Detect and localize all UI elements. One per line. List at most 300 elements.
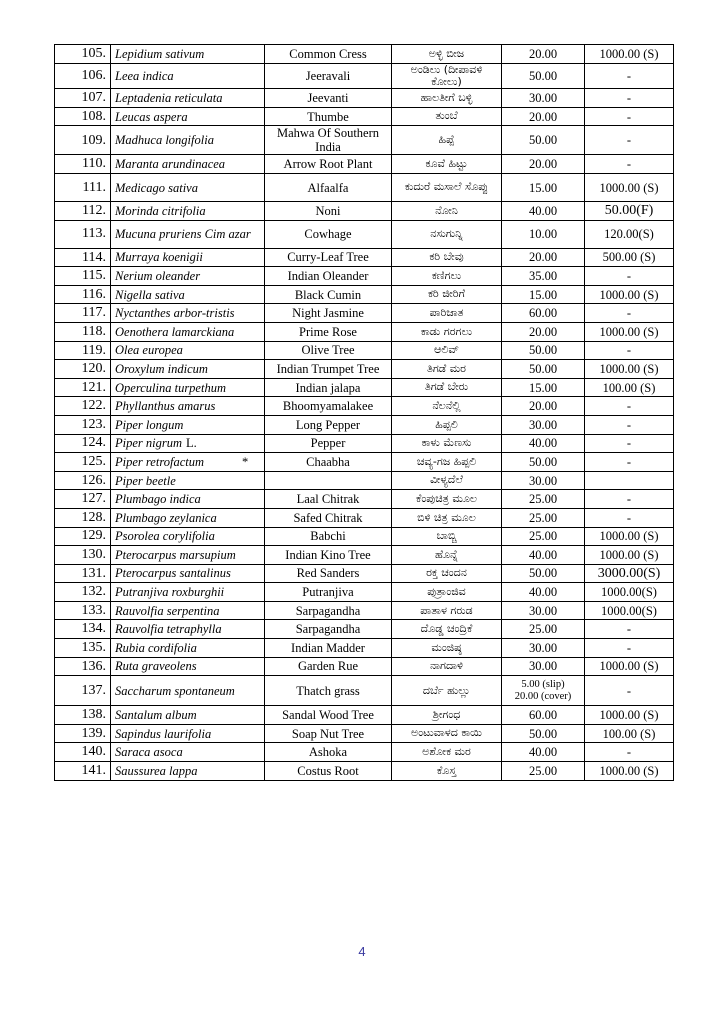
serial-number-cell: 140. xyxy=(55,743,111,762)
common-name-cell: Indian Trumpet Tree xyxy=(265,360,392,379)
common-name-cell: Indian Madder xyxy=(265,639,392,658)
price-value: 20.00 xyxy=(528,46,558,61)
price-value: 40.00 xyxy=(528,547,558,562)
kannada-name-cell: ನಾಗದಾಳಿ xyxy=(392,657,502,676)
common-name-cell: Mahwa Of Southern India xyxy=(265,126,392,155)
common-name-cell: Costus Root xyxy=(265,762,392,781)
price-cell xyxy=(502,397,585,416)
price-value: 50.00 xyxy=(528,566,558,581)
common-name-cell: Soap Nut Tree xyxy=(265,724,392,743)
scientific-name-cell xyxy=(111,743,265,762)
price-cell xyxy=(502,471,585,490)
serial-number-cell: 131. xyxy=(55,564,111,583)
common-name-cell: Jeeravali xyxy=(265,63,392,89)
price-value: 20.00 xyxy=(528,399,558,414)
table-row xyxy=(55,107,674,126)
serial-number-cell: 109. xyxy=(55,126,111,155)
price-value-secondary: 20.00 (cover) xyxy=(514,690,572,702)
kannada-name-cell: ನೋನಿ xyxy=(392,202,502,221)
plant-price-table xyxy=(54,44,674,781)
kannada-name-cell: ರಕ್ತ ಚಂದನ xyxy=(392,564,502,583)
table-row xyxy=(55,220,674,248)
scientific-name: Piper beetle xyxy=(115,473,176,488)
serial-number-cell: 124. xyxy=(55,434,111,453)
kannada-name-cell: ಆಲಿವ್ xyxy=(392,341,502,360)
price-cell xyxy=(502,267,585,286)
table-row xyxy=(55,45,674,64)
table-row xyxy=(55,126,674,155)
table-row xyxy=(55,174,674,202)
serial-number-cell: 113. xyxy=(55,220,111,248)
table-row xyxy=(55,63,674,89)
kannada-name-cell: ಚವ್ಯ-ಗಜ ಹಿಪ್ಪಲಿ xyxy=(392,453,502,472)
scientific-name: Rubia cordifolia xyxy=(115,640,197,655)
table-row xyxy=(55,248,674,267)
scientific-name-cell xyxy=(111,490,265,509)
scientific-name-cell xyxy=(111,360,265,379)
kannada-name-cell: ಕರಿ ಬೇವು xyxy=(392,248,502,267)
serial-number-cell: 132. xyxy=(55,583,111,602)
scientific-name-cell xyxy=(111,285,265,304)
serial-number-cell: 112. xyxy=(55,202,111,221)
table-row xyxy=(55,546,674,565)
price-value: 30.00 xyxy=(528,91,558,106)
scientific-name: Piper nigrum xyxy=(115,436,183,451)
serial-number-cell: 139. xyxy=(55,724,111,743)
table-row xyxy=(55,202,674,221)
serial-number-cell: 111. xyxy=(55,174,111,202)
common-name-cell: Noni xyxy=(265,202,392,221)
table-row xyxy=(55,676,674,706)
price-cell xyxy=(502,107,585,126)
scientific-name-cell xyxy=(111,107,265,126)
price-value: 15.00 xyxy=(528,180,558,195)
scientific-name: Sapindus laurifolia xyxy=(115,726,212,741)
price-value: 50.00 xyxy=(528,68,558,83)
price-cell xyxy=(502,126,585,155)
table-row xyxy=(55,360,674,379)
serial-number-cell: 141. xyxy=(55,762,111,781)
common-name-cell: Garden Rue xyxy=(265,657,392,676)
price-value: 30.00 xyxy=(528,659,558,674)
scientific-name: Pterocarpus santalinus xyxy=(115,566,231,581)
serial-number-cell: 130. xyxy=(55,546,111,565)
table-row xyxy=(55,583,674,602)
serial-number-cell: 119. xyxy=(55,341,111,360)
serial-number-cell: 117. xyxy=(55,304,111,323)
common-name-cell: Thumbe xyxy=(265,107,392,126)
price-value: 30.00 xyxy=(528,417,558,432)
scientific-name-cell xyxy=(111,564,265,583)
seed-rate-cell: - xyxy=(585,434,674,453)
common-name-cell: Long Pepper xyxy=(265,415,392,434)
scientific-name: Leucas aspera xyxy=(115,109,188,124)
kannada-name-cell: ಬಾಬ್ಚಿ xyxy=(392,527,502,546)
page-number: 4 xyxy=(358,944,366,959)
price-value: 60.00 xyxy=(528,306,558,321)
common-name-cell: Sarpagandha xyxy=(265,620,392,639)
serial-number-cell: 123. xyxy=(55,415,111,434)
scientific-name: Piper retrofactum xyxy=(115,454,204,469)
table-row xyxy=(55,155,674,174)
table-row xyxy=(55,285,674,304)
scientific-name-cell xyxy=(111,89,265,108)
serial-number-cell: 126. xyxy=(55,471,111,490)
price-cell xyxy=(502,527,585,546)
common-name-cell: Jeevanti xyxy=(265,89,392,108)
common-name-cell xyxy=(265,471,392,490)
seed-rate-cell: 1000.00(S) xyxy=(585,583,674,602)
scientific-name: Mucuna pruriens Cim azar xyxy=(115,227,251,242)
seed-rate-cell: 500.00 (S) xyxy=(585,248,674,267)
serial-number-cell: 121. xyxy=(55,378,111,397)
table-row xyxy=(55,471,674,490)
price-cell xyxy=(502,360,585,379)
table-row xyxy=(55,415,674,434)
common-name-cell: Red Sanders xyxy=(265,564,392,583)
serial-number-cell: 105. xyxy=(55,45,111,64)
scientific-name-cell xyxy=(111,304,265,323)
price-value: 60.00 xyxy=(528,708,558,723)
scientific-name: Maranta arundinacea xyxy=(115,157,226,172)
price-cell xyxy=(502,676,585,706)
kannada-name-cell: ಹಿಪ್ಪೆ xyxy=(392,126,502,155)
seed-rate-cell: - xyxy=(585,508,674,527)
price-cell xyxy=(502,453,585,472)
scientific-name-cell xyxy=(111,724,265,743)
scientific-name: Plumbago zeylanica xyxy=(115,510,217,525)
common-name-cell: Common Cress xyxy=(265,45,392,64)
common-name-cell: Putranjiva xyxy=(265,583,392,602)
serial-number-cell: 134. xyxy=(55,620,111,639)
table-row xyxy=(55,490,674,509)
seed-rate-cell: 1000.00 (S) xyxy=(585,174,674,202)
price-cell xyxy=(502,657,585,676)
kannada-name-cell: ತಿಗಡೆ ಬೇರು xyxy=(392,378,502,397)
scientific-name: Rauvolfia tetraphylla xyxy=(115,622,222,637)
kannada-name-cell: ದರ್ಬೆ ಹುಲ್ಲು xyxy=(392,676,502,706)
table-row xyxy=(55,434,674,453)
price-value: 25.00 xyxy=(528,510,558,525)
serial-number-cell: 138. xyxy=(55,706,111,725)
seed-rate-cell: - xyxy=(585,107,674,126)
common-name-cell: Ashoka xyxy=(265,743,392,762)
scientific-name: Nerium oleander xyxy=(115,268,201,283)
seed-rate-cell: - xyxy=(585,126,674,155)
scientific-name: Nyctanthes arbor-tristis xyxy=(115,306,235,321)
price-cell xyxy=(502,304,585,323)
seed-rate-cell: 1000.00 (S) xyxy=(585,322,674,341)
kannada-name-cell: ಪುತ್ರಾಂಜಿವ xyxy=(392,583,502,602)
kannada-name-cell: ಅಶೋಕ ಮರ xyxy=(392,743,502,762)
seed-rate-cell: 3000.00(S) xyxy=(585,564,674,583)
scientific-name: Lepidium sativum xyxy=(115,46,205,61)
common-name-cell: Indian Oleander xyxy=(265,267,392,286)
price-cell xyxy=(502,490,585,509)
serial-number-cell: 118. xyxy=(55,322,111,341)
price-value: 50.00 xyxy=(528,133,558,148)
scientific-name-cell xyxy=(111,546,265,565)
scientific-name: Piper longum xyxy=(115,417,184,432)
scientific-name-cell xyxy=(111,620,265,639)
price-cell xyxy=(502,285,585,304)
scientific-name-cell xyxy=(111,248,265,267)
price-cell xyxy=(502,341,585,360)
scientific-name: Medicago sativa xyxy=(115,180,198,195)
kannada-name-cell: ತುಂಬೆ xyxy=(392,107,502,126)
serial-number-cell: 125. xyxy=(55,453,111,472)
price-value: 5.00 (slip) xyxy=(521,679,565,691)
scientific-name: Morinda citrifolia xyxy=(115,203,206,218)
common-name-cell: Olive Tree xyxy=(265,341,392,360)
serial-number-cell: 136. xyxy=(55,657,111,676)
table-row xyxy=(55,89,674,108)
serial-number-cell: 133. xyxy=(55,601,111,620)
price-cell xyxy=(502,508,585,527)
price-value: 30.00 xyxy=(528,603,558,618)
serial-number-cell: 128. xyxy=(55,508,111,527)
price-value: 50.00 xyxy=(528,454,558,469)
scientific-name: Leea indica xyxy=(115,68,174,83)
scientific-name-suffix: * xyxy=(242,454,249,469)
kannada-name-cell: ಕಣಿಗಲು xyxy=(392,267,502,286)
scientific-name: Madhuca longifolia xyxy=(115,133,214,148)
kannada-name-cell: ನಸುಗುನ್ನಿ xyxy=(392,220,502,248)
table-row xyxy=(55,724,674,743)
common-name-cell: Black Cumin xyxy=(265,285,392,304)
seed-rate-cell: 1000.00 (S) xyxy=(585,45,674,64)
price-cell xyxy=(502,155,585,174)
kannada-name-cell: ಹಾಲತೀಗೆ ಬಳ್ಳಿ xyxy=(392,89,502,108)
seed-rate-cell: 100.00 (S) xyxy=(585,724,674,743)
serial-number-cell: 120. xyxy=(55,360,111,379)
kannada-name-cell: ಅಳ್ಳಿ ಬೀಜ xyxy=(392,45,502,64)
kannada-name-cell: ಕೊಸ್ತ xyxy=(392,762,502,781)
seed-rate-cell: - xyxy=(585,490,674,509)
kannada-name-cell: ಬಿಳಿ ಚಿತ್ರ ಮೂಲ xyxy=(392,508,502,527)
table-row xyxy=(55,657,674,676)
seed-rate-cell: 1000.00(S) xyxy=(585,601,674,620)
scientific-name-cell xyxy=(111,471,265,490)
price-value: 20.00 xyxy=(528,157,558,172)
price-cell xyxy=(502,174,585,202)
kannada-name-cell: ಕುದುರೆ ಮಸಾಲೆ ಸೊಪ್ಪು xyxy=(392,174,502,202)
scientific-name: Psorolea corylifolia xyxy=(115,529,215,544)
scientific-name-suffix: L. xyxy=(186,436,197,451)
scientific-name: Oroxylum indicum xyxy=(115,361,208,376)
price-value: 25.00 xyxy=(528,492,558,507)
price-value: 15.00 xyxy=(528,287,558,302)
seed-rate-cell: - xyxy=(585,743,674,762)
scientific-name-cell xyxy=(111,706,265,725)
seed-rate-cell: 1000.00 (S) xyxy=(585,546,674,565)
seed-rate-cell xyxy=(585,471,674,490)
kannada-name-cell: ಹೊನ್ನೆ xyxy=(392,546,502,565)
price-cell xyxy=(502,202,585,221)
seed-rate-cell: - xyxy=(585,155,674,174)
price-value: 30.00 xyxy=(528,473,558,488)
scientific-name: Pterocarpus marsupium xyxy=(115,547,236,562)
scientific-name: Nigella sativa xyxy=(115,287,185,302)
kannada-name-cell: ಅಂಟುವಾಳದ ಕಾಯಿ xyxy=(392,724,502,743)
seed-rate-cell: 1000.00 (S) xyxy=(585,527,674,546)
kannada-name-cell: ಕರಿ ಜೀರಿಗೆ xyxy=(392,285,502,304)
seed-rate-cell: 1000.00 (S) xyxy=(585,285,674,304)
price-cell xyxy=(502,601,585,620)
kannada-name-cell: ಕೆಂಪುಚಿತ್ರ ಮೂಲ xyxy=(392,490,502,509)
kannada-name-cell: ಮಂಜಿಷ್ಠ xyxy=(392,639,502,658)
serial-number-cell: 106. xyxy=(55,63,111,89)
price-cell xyxy=(502,564,585,583)
price-value: 20.00 xyxy=(528,250,558,265)
scientific-name-cell xyxy=(111,267,265,286)
serial-number-cell: 135. xyxy=(55,639,111,658)
scientific-name: Saccharum spontaneum xyxy=(115,683,235,698)
kannada-name-cell: ಶ್ರೀಗಂಧ xyxy=(392,706,502,725)
kannada-name-cell: ಕಾಡು ಗರಗಲು xyxy=(392,322,502,341)
common-name-cell: Babchi xyxy=(265,527,392,546)
kannada-name-cell: ಕಾಳು ಮೆಣಸು xyxy=(392,434,502,453)
seed-rate-cell: - xyxy=(585,676,674,706)
price-cell xyxy=(502,45,585,64)
scientific-name-cell xyxy=(111,657,265,676)
price-value: 50.00 xyxy=(528,726,558,741)
kannada-name-cell: ತಿಗಡೆ ಮರ xyxy=(392,360,502,379)
seed-rate-cell: - xyxy=(585,304,674,323)
price-value: 40.00 xyxy=(528,203,558,218)
price-cell xyxy=(502,434,585,453)
scientific-name: Ruta graveolens xyxy=(115,659,197,674)
serial-number-cell: 114. xyxy=(55,248,111,267)
serial-number-cell: 116. xyxy=(55,285,111,304)
common-name-cell: Sarpagandha xyxy=(265,601,392,620)
price-value: 40.00 xyxy=(528,436,558,451)
price-cell xyxy=(502,248,585,267)
table-row xyxy=(55,397,674,416)
price-value: 30.00 xyxy=(528,640,558,655)
common-name-cell: Safed Chitrak xyxy=(265,508,392,527)
common-name-cell: Indian jalapa xyxy=(265,378,392,397)
common-name-cell: Alfaalfa xyxy=(265,174,392,202)
seed-rate-cell: - xyxy=(585,415,674,434)
seed-rate-cell: 1000.00 (S) xyxy=(585,706,674,725)
price-value: 20.00 xyxy=(528,324,558,339)
scientific-name-cell xyxy=(111,583,265,602)
table-row xyxy=(55,639,674,658)
seed-rate-cell: - xyxy=(585,620,674,639)
scientific-name-cell xyxy=(111,397,265,416)
price-value: 15.00 xyxy=(528,380,558,395)
seed-rate-cell: 1000.00 (S) xyxy=(585,762,674,781)
table-body xyxy=(55,45,674,781)
table-row xyxy=(55,453,674,472)
seed-rate-cell: - xyxy=(585,639,674,658)
kannada-name-cell: ಹಿಪ್ಪಲಿ xyxy=(392,415,502,434)
scientific-name: Rauvolfia serpentina xyxy=(115,603,220,618)
table-row xyxy=(55,322,674,341)
scientific-name-cell xyxy=(111,415,265,434)
kannada-name-cell: ನೆಲನೆಲ್ಲಿ xyxy=(392,397,502,416)
price-cell xyxy=(502,415,585,434)
price-cell xyxy=(502,583,585,602)
seed-rate-cell: 100.00 (S) xyxy=(585,378,674,397)
kannada-name-cell: ವೀಳ್ಯದೆಲೆ xyxy=(392,471,502,490)
serial-number-cell: 108. xyxy=(55,107,111,126)
scientific-name: Santalum album xyxy=(115,708,197,723)
price-value: 40.00 xyxy=(528,585,558,600)
scientific-name: Plumbago indica xyxy=(115,492,201,507)
scientific-name: Putranjiva roxburghii xyxy=(115,585,225,600)
kannada-name-cell: ಕೂವೆ ಹಿಟ್ಟು xyxy=(392,155,502,174)
table-row xyxy=(55,620,674,639)
table-row xyxy=(55,267,674,286)
scientific-name: Oenothera lamarckiana xyxy=(115,324,235,339)
table-row xyxy=(55,378,674,397)
scientific-name-cell xyxy=(111,601,265,620)
scientific-name-cell xyxy=(111,220,265,248)
scientific-name-cell xyxy=(111,63,265,89)
table-row xyxy=(55,508,674,527)
scientific-name-cell xyxy=(111,508,265,527)
common-name-cell: Pepper xyxy=(265,434,392,453)
serial-number-cell: 137. xyxy=(55,676,111,706)
price-value: 40.00 xyxy=(528,745,558,760)
common-name-cell: Arrow Root Plant xyxy=(265,155,392,174)
table-row xyxy=(55,706,674,725)
price-cell xyxy=(502,378,585,397)
scientific-name: Murraya koenigii xyxy=(115,250,203,265)
price-value: 20.00 xyxy=(528,109,558,124)
price-cell xyxy=(502,724,585,743)
seed-rate-cell: - xyxy=(585,63,674,89)
scientific-name: Operculina turpethum xyxy=(115,380,226,395)
scientific-name-cell xyxy=(111,527,265,546)
seed-rate-cell: - xyxy=(585,341,674,360)
price-value: 25.00 xyxy=(528,763,558,778)
serial-number-cell: 122. xyxy=(55,397,111,416)
serial-number-cell: 110. xyxy=(55,155,111,174)
scientific-name: Saussurea lappa xyxy=(115,763,198,778)
price-cell xyxy=(502,706,585,725)
common-name-cell: Cowhage xyxy=(265,220,392,248)
table-row xyxy=(55,762,674,781)
common-name-cell: Thatch grass xyxy=(265,676,392,706)
price-cell xyxy=(502,220,585,248)
table-row xyxy=(55,564,674,583)
table-row xyxy=(55,527,674,546)
price-value: 25.00 xyxy=(528,622,558,637)
scientific-name-cell xyxy=(111,155,265,174)
price-cell xyxy=(502,89,585,108)
seed-rate-cell: - xyxy=(585,89,674,108)
scientific-name-cell xyxy=(111,762,265,781)
common-name-cell: Curry-Leaf Tree xyxy=(265,248,392,267)
serial-number-cell: 107. xyxy=(55,89,111,108)
table-row xyxy=(55,341,674,360)
table-row xyxy=(55,304,674,323)
price-cell xyxy=(502,620,585,639)
table-row xyxy=(55,743,674,762)
price-cell xyxy=(502,639,585,658)
seed-rate-cell: 1000.00 (S) xyxy=(585,360,674,379)
price-value: 25.00 xyxy=(528,529,558,544)
seed-rate-cell: - xyxy=(585,267,674,286)
scientific-name-cell xyxy=(111,322,265,341)
price-cell xyxy=(502,762,585,781)
price-value: 50.00 xyxy=(528,361,558,376)
serial-number-cell: 129. xyxy=(55,527,111,546)
seed-rate-cell: 50.00(F) xyxy=(585,202,674,221)
